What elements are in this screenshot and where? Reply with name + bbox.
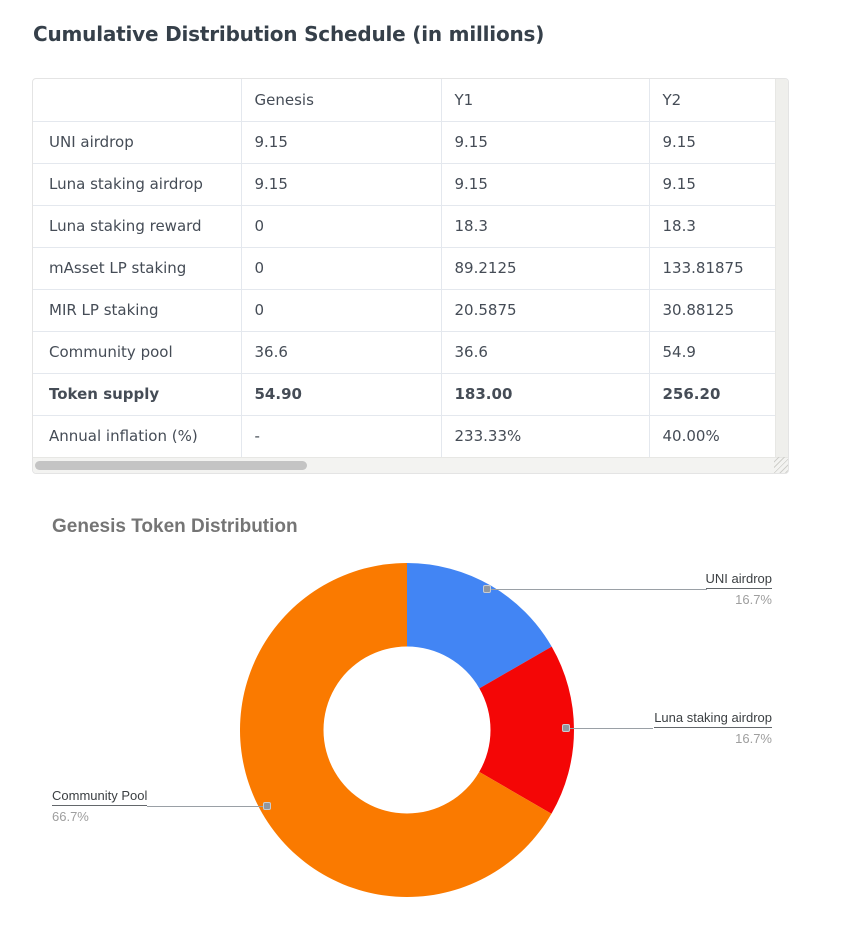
- table-row-mir-lp-staking: [33, 289, 777, 331]
- cell-genesis: 0: [241, 289, 441, 331]
- cell-y1: 9.15: [441, 121, 649, 163]
- cell-y2: 30.88125: [649, 289, 777, 331]
- uni-airdrop-slice-label: UNI airdrop: [706, 572, 772, 589]
- table-row-uni-airdrop: [33, 121, 777, 163]
- row-label: Community pool: [33, 331, 241, 373]
- cell-y2: 256.20: [649, 373, 777, 415]
- resize-grip-icon[interactable]: [774, 457, 788, 473]
- cell-y1: 20.5875: [441, 289, 649, 331]
- cell-y2: 54.9: [649, 331, 777, 373]
- luna-staking-airdrop-leader-dot: [563, 725, 569, 731]
- cell-y2: 9.15: [649, 163, 777, 205]
- vertical-scrollbar-track[interactable]: [775, 79, 788, 457]
- cell-y2: 9.15: [649, 121, 777, 163]
- cell-genesis: -: [241, 415, 441, 457]
- cell-y1: 36.6: [441, 331, 649, 373]
- cell-y2: 18.3: [649, 205, 777, 247]
- cell-genesis: 0: [241, 205, 441, 247]
- table-row-masset-lp-staking: [33, 247, 777, 289]
- community-pool-leader-dot: [264, 803, 270, 809]
- cell-genesis: 9.15: [241, 163, 441, 205]
- cell-genesis: 36.6: [241, 331, 441, 373]
- uni-airdrop-leader-line: [489, 589, 707, 590]
- horizontal-scrollbar-thumb[interactable]: [35, 461, 307, 470]
- cell-y1: 183.00: [441, 373, 649, 415]
- cell-y1: 9.15: [441, 163, 649, 205]
- table-row-luna-staking-airdrop: [33, 163, 777, 205]
- table-row-community-pool: [33, 331, 777, 373]
- row-label: Token supply: [33, 373, 241, 415]
- genesis-distribution-donut: [240, 563, 574, 897]
- community-pool-slice-pct: 66.7%: [52, 809, 89, 824]
- row-label: Luna staking airdrop: [33, 163, 241, 205]
- cell-y1: 233.33%: [441, 415, 649, 457]
- header-cell-y1: Y1: [441, 79, 649, 121]
- horizontal-scrollbar-track[interactable]: [33, 457, 788, 473]
- table-header-row: [33, 79, 777, 121]
- community-pool-slice-label: Community Pool: [52, 789, 147, 806]
- row-label: Luna staking reward: [33, 205, 241, 247]
- cell-y2: 133.81875: [649, 247, 777, 289]
- cell-y1: 89.2125: [441, 247, 649, 289]
- cell-genesis: 54.90: [241, 373, 441, 415]
- cell-genesis: 0: [241, 247, 441, 289]
- table-row-annual-inflation: [33, 415, 777, 457]
- luna-staking-airdrop-slice-label: Luna staking airdrop: [654, 711, 772, 728]
- row-label: UNI airdrop: [33, 121, 241, 163]
- distribution-table: [33, 79, 777, 458]
- luna-staking-airdrop-slice-pct: 16.7%: [735, 731, 772, 746]
- uni-airdrop-leader-dot: [484, 586, 490, 592]
- row-label: mAsset LP staking: [33, 247, 241, 289]
- header-cell-y2: Y2: [649, 79, 777, 121]
- table-row-luna-staking-reward: [33, 205, 777, 247]
- chart-title: Genesis Token Distribution: [52, 516, 298, 537]
- table-row-token-supply: [33, 373, 777, 415]
- distribution-table-widget: [32, 78, 789, 474]
- row-label: Annual inflation (%): [33, 415, 241, 457]
- cell-genesis: 9.15: [241, 121, 441, 163]
- luna-staking-airdrop-leader-line: [569, 728, 653, 729]
- header-cell-blank: [33, 79, 241, 121]
- row-label: MIR LP staking: [33, 289, 241, 331]
- header-cell-genesis: Genesis: [241, 79, 441, 121]
- uni-airdrop-slice-pct: 16.7%: [735, 592, 772, 607]
- cell-y1: 18.3: [441, 205, 649, 247]
- community-pool-leader-line: [147, 806, 266, 807]
- cell-y2: 40.00%: [649, 415, 777, 457]
- page-title: Cumulative Distribution Schedule (in millions): [33, 22, 545, 46]
